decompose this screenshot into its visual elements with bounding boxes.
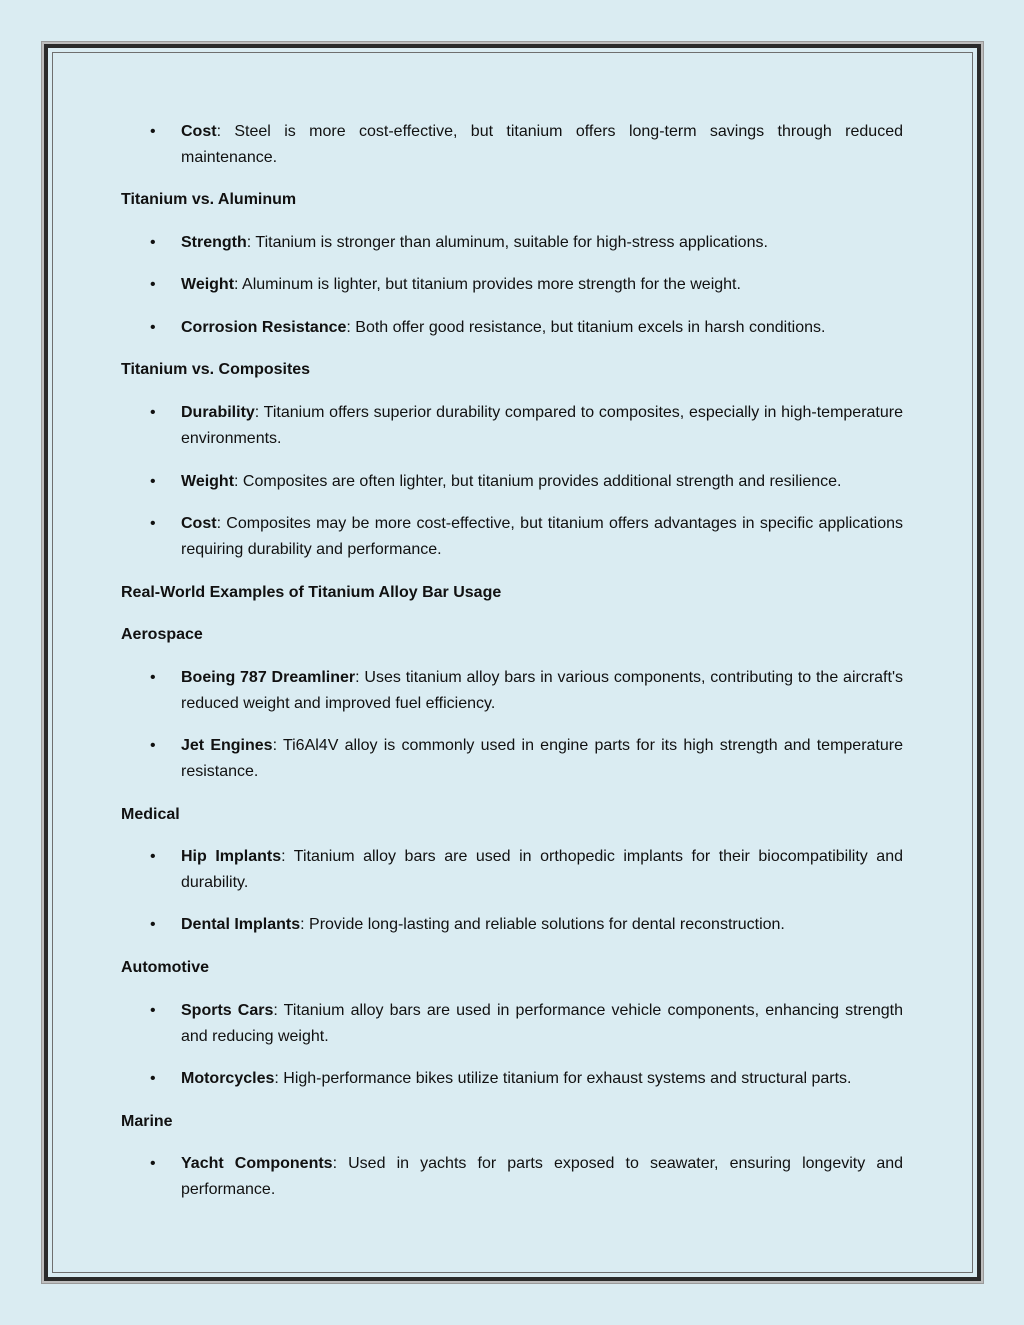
- item-term: Weight: [181, 276, 235, 293]
- item-desc: : Titanium offers superior durability compared to composites, especially in high-temperature environments.: [181, 404, 903, 447]
- item-term: Corrosion Resistance: [181, 319, 347, 336]
- list-item-text: [181, 1151, 903, 1203]
- item-desc: : Composites are often lighter, but titanium provides additional strength and resilience.: [234, 473, 842, 490]
- subsection-heading: Medical: [121, 806, 180, 823]
- bullet: •: [150, 848, 156, 865]
- bullet: •: [150, 1002, 156, 1019]
- item-term: Strength: [181, 234, 247, 251]
- subsection-heading: Automotive: [121, 959, 209, 976]
- item-desc: : Used in yachts for parts exposed to seawater, ensuring longevity and performance.: [181, 1155, 904, 1198]
- item-desc: : Titanium alloy bars are used in performance vehicle components, enhancing strength and reducing weight.: [181, 1002, 903, 1045]
- item-term: Weight: [181, 473, 235, 490]
- list-item-text: [181, 469, 903, 495]
- bullet: •: [150, 1070, 156, 1087]
- list-item-text: [181, 511, 903, 563]
- bullet: •: [150, 276, 156, 293]
- list-item-text: [181, 665, 903, 717]
- section-heading: Real-World Examples of Titanium Alloy Bar Usage: [121, 584, 502, 601]
- item-term: Yacht Components: [181, 1155, 333, 1172]
- subsection-heading: Aerospace: [121, 626, 203, 643]
- item-desc: : Aluminum is lighter, but titanium provides more strength for the weight.: [234, 276, 741, 293]
- subsection-heading: Marine: [121, 1113, 173, 1130]
- item-desc: : Ti6Al4V alloy is commonly used in engine parts for its high strength and temperature resistance.: [181, 737, 903, 780]
- list-item-text: [181, 1066, 903, 1092]
- item-term: Hip Implants: [181, 848, 282, 865]
- item-term: Durability: [181, 404, 255, 421]
- item-desc: : Provide long-lasting and reliable solutions for dental reconstruction.: [300, 916, 785, 933]
- section-heading: Titanium vs. Aluminum: [121, 191, 297, 208]
- bullet: •: [150, 1155, 156, 1172]
- item-desc: : Both offer good resistance, but titanium excels in harsh conditions.: [346, 319, 826, 336]
- list-item-text: [181, 844, 903, 896]
- list-item-text: [181, 119, 903, 171]
- item-term: Dental Implants: [181, 916, 301, 933]
- item-term: Cost: [181, 123, 217, 140]
- bullet: •: [150, 473, 156, 490]
- bullet: •: [150, 916, 156, 933]
- item-term: Sports Cars: [181, 1002, 274, 1019]
- page-border: [41, 41, 984, 1284]
- list-item-text: [181, 912, 903, 938]
- list-item-text: [181, 733, 903, 785]
- list-item-text: [181, 230, 903, 256]
- item-desc: : Steel is more cost-effective, but titanium offers long-term savings through reduced maintenance.: [181, 123, 903, 166]
- bullet: •: [150, 234, 156, 251]
- item-desc: : High-performance bikes utilize titanium for exhaust systems and structural parts.: [274, 1070, 852, 1087]
- item-desc: : Composites may be more cost-effective, but titanium offers advantages in specific applications requiring durability and performance.: [181, 515, 903, 558]
- item-desc: : Titanium is stronger than aluminum, suitable for high-stress applications.: [246, 234, 768, 251]
- list-item-text: [181, 272, 903, 298]
- item-term: Cost: [181, 515, 217, 532]
- section-heading: Titanium vs. Composites: [121, 361, 311, 378]
- bullet: •: [150, 737, 156, 754]
- bullet: •: [150, 404, 156, 421]
- item-desc: : Titanium alloy bars are used in orthopedic implants for their biocompatibility and durability.: [181, 848, 903, 891]
- bullet: •: [150, 669, 156, 686]
- list-item-text: [181, 998, 903, 1050]
- item-term: Jet Engines: [181, 737, 273, 754]
- list-item-text: [181, 315, 903, 341]
- bullet: •: [150, 123, 156, 140]
- item-term: Boeing 787 Dreamliner: [181, 669, 356, 686]
- bullet: •: [150, 319, 156, 336]
- list-item-text: [181, 400, 903, 452]
- item-term: Motorcycles: [181, 1070, 275, 1087]
- bullet: •: [150, 515, 156, 532]
- item-desc: : Uses titanium alloy bars in various components, contributing to the aircraft's reduced weight and improved fuel efficiency.: [181, 669, 904, 712]
